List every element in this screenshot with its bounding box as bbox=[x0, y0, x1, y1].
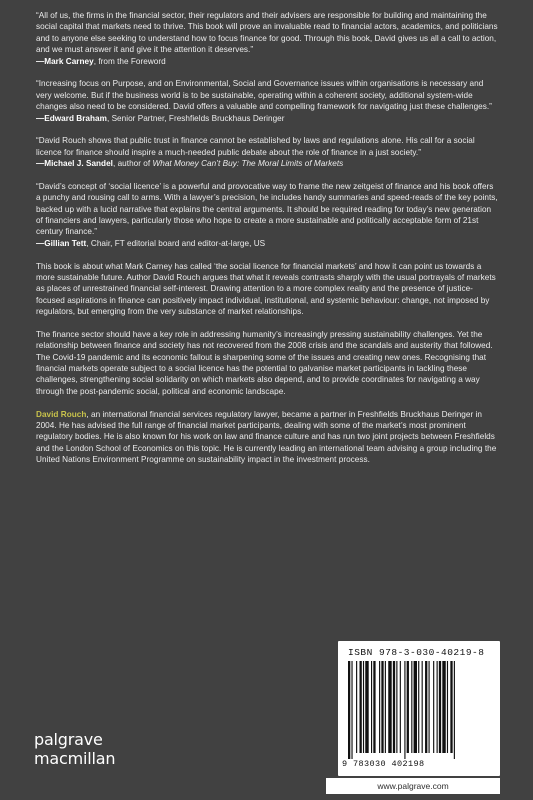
endorsement-quote bbox=[36, 10, 498, 67]
barcode-bar bbox=[442, 661, 445, 753]
barcode-bar bbox=[447, 661, 448, 753]
barcode-bar bbox=[411, 661, 412, 753]
barcode-bar bbox=[363, 661, 364, 753]
isbn-label: ISBN 978-3-030-40219-8 bbox=[348, 647, 485, 658]
author-bio bbox=[36, 409, 498, 466]
barcode-bar bbox=[396, 661, 397, 753]
barcode-bar bbox=[454, 661, 455, 759]
barcode-bar bbox=[381, 661, 383, 753]
barcode-bar bbox=[429, 661, 430, 753]
barcode-bar bbox=[425, 661, 427, 753]
publisher-website[interactable]: www.palgrave.com bbox=[326, 778, 500, 794]
barcode-bar bbox=[365, 661, 368, 753]
quote-author-role: , author of bbox=[112, 159, 153, 169]
barcode-bar bbox=[418, 661, 419, 753]
barcode-bar bbox=[351, 661, 352, 759]
barcode-bar bbox=[450, 661, 452, 753]
quote-book-title: What Money Can’t Buy: The Moral Limits of Markets bbox=[152, 159, 344, 169]
barcode-bar bbox=[388, 661, 391, 753]
quote-author: —Gillian Tett bbox=[36, 238, 87, 248]
palgrave-macmillan-logo bbox=[34, 730, 115, 768]
barcode-bar bbox=[356, 661, 357, 753]
quote-author: —Michael J. Sandel bbox=[36, 159, 113, 169]
barcode-bar bbox=[404, 661, 405, 759]
author-bio-text: , an international financial services regulatory lawyer, became a partner in Freshfields Bruckhaus Deringer in 2004. He has advised the full range of financial market participants, dealing with some of the market’s most prominent regulatory bodies. He is also known for his work on law and finance culture and has run two joint projects between Freshfields and the London School of Economics on this topic. He is currently leading an international team advising a group including the United Nations Environment Programme on sustainability impact in the investment process. bbox=[36, 409, 497, 465]
barcode-bar bbox=[393, 661, 395, 753]
barcode-bar bbox=[348, 661, 350, 759]
quote-author-role: , Chair, FT editorial board and editor-at-large, US bbox=[86, 238, 266, 248]
barcode-bar bbox=[371, 661, 372, 753]
barcode-bar bbox=[407, 661, 409, 753]
quote-author: —Mark Carney bbox=[36, 56, 94, 66]
logo-line-palgrave: palgrave bbox=[34, 730, 103, 749]
barcode-bar bbox=[400, 661, 401, 753]
quote-author-role: , Senior Partner, Freshfields Bruckhaus Deringer bbox=[106, 113, 285, 123]
endorsement-quote bbox=[36, 135, 498, 169]
quote-text: “David Rouch shows that public trust in finance cannot be established by laws and regulations alone. His call for a social licence for finance should inspire a much-needed public debate about the role of finance in a just society.” bbox=[36, 136, 475, 157]
back-cover-text bbox=[36, 10, 498, 477]
description-paragraph: This book is about what Mark Carney has called ‘the social licence for financial markets’ and how it can point us towards a more sustainable future. Author David Rouch argues that what it reveals contrasts sharply with the usual portrayals of markets as places of unrestrained financial self-interest. Drawing attention to a more complex reality and the presence of justice-focused aspirations in finance can positively impact individual, institutional, and systemic behaviour: change, not imposed by regulators, but emerging from the very substance of market relationships. bbox=[36, 261, 496, 317]
barcode-bar bbox=[439, 661, 441, 753]
author-name: David Rouch bbox=[36, 409, 87, 419]
quote-author: —Edward Braham bbox=[36, 113, 107, 123]
quote-attribution bbox=[36, 158, 498, 169]
barcode-bar bbox=[379, 661, 380, 753]
barcode-bar bbox=[373, 661, 375, 753]
barcode-bar bbox=[414, 661, 417, 753]
quote-text: “David’s concept of ‘social licence’ is a powerful and provocative way to frame the new zeitgeist of finance and his book offers a punchy and rousing call to arms. With a lawyer’s precision, he includes handy summaries and speed-reads of the key points, backed up with a lucid narrative that explains the central arguments. It should be required reading for today’s new generation of financiers and lawyers, particularly those who hope to create a more sustainable and politically acceptable form of 21st century finance.” bbox=[36, 181, 498, 237]
barcode-bar bbox=[433, 661, 434, 753]
isbn-barcode-box bbox=[338, 641, 500, 776]
quote-text: “Increasing focus on Purpose, and on Environmental, Social and Governance issues within organisations is necessary and very welcome. But if the business world is to be sustainable, operating within a coherent society, additional system-wide changes also need to be considered. David offers a valuable and compelling framework for navigating just these challenges.” bbox=[36, 79, 492, 112]
quote-attribution bbox=[36, 56, 498, 67]
description-paragraph: The finance sector should have a key role in addressing humanity’s increasingly pressing sustainability challenges. Yet the relationship between finance and society has not recovered from the 2008 crisis and the scandals and austerity that followed. The Covid-19 pandemic and its economic fallout is sharpening some of the issues and creating new ones. Recognising that financial markets operate subject to a social licence has the potential to galvanise market participants in tackling these challenges, strengthening social solidarity on which markets also depend, and to provide coordinates for navigating a way through the post-pandemic social, political and economic landscape. bbox=[36, 329, 493, 396]
quote-attribution bbox=[36, 238, 498, 249]
barcode-bar bbox=[385, 661, 386, 753]
barcode-bar bbox=[360, 661, 362, 753]
quote-attribution bbox=[36, 113, 498, 124]
isbn-digits: 9 783030 402198 bbox=[342, 759, 425, 769]
quote-author-role: , from the Foreword bbox=[93, 56, 166, 66]
barcode-bar bbox=[422, 661, 423, 753]
barcode-image bbox=[348, 661, 490, 759]
quote-text: “All of us, the firms in the financial sector, their regulators and their advisers are responsible for building and maintaining the social capital that markets need to thrive. This book will prove an invaluable read to financial actors, academics, and politicians and to anyone else seeking to understand how to focus finance for good. Through this book, David gives us all a call to action, and we must answer it and give it the attention it deserves.” bbox=[36, 11, 498, 55]
logo-line-macmillan: macmillan bbox=[34, 749, 116, 768]
barcode-bar bbox=[437, 661, 438, 753]
endorsement-quote bbox=[36, 78, 498, 124]
endorsement-quote bbox=[36, 181, 498, 249]
